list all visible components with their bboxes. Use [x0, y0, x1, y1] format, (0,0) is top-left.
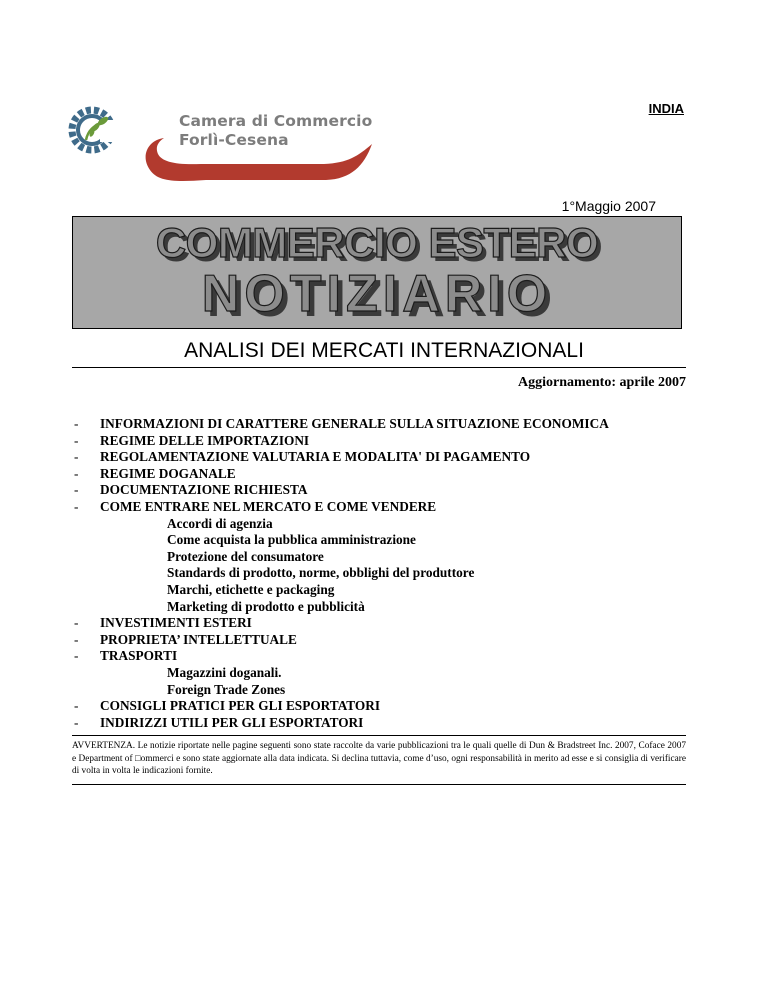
- toc-subitem: [74, 599, 714, 616]
- toc-item: [74, 433, 714, 450]
- toc-label: Protezione del consumatore: [167, 548, 324, 564]
- toc-label: Marketing di prodotto e pubblicità: [167, 598, 365, 614]
- toc-item: [74, 449, 714, 466]
- issue-date: 1°Maggio 2007: [561, 198, 656, 214]
- toc-subitem: [74, 549, 714, 566]
- country-label: INDIA: [648, 101, 684, 116]
- toc-dash: -: [74, 615, 79, 631]
- toc-item: [74, 632, 714, 649]
- toc-item: [74, 482, 714, 499]
- toc-dash: -: [74, 416, 79, 431]
- gear-icon: [72, 110, 122, 150]
- toc-item: [74, 466, 714, 483]
- toc-dash: -: [74, 648, 79, 664]
- toc-dash: -: [74, 698, 79, 714]
- divider: [72, 735, 686, 736]
- toc-label: INDIRIZZI UTILI PER GLI ESPORTATORI: [100, 714, 364, 730]
- toc-label: REGIME DOGANALE: [100, 465, 236, 481]
- toc-label: Foreign Trade Zones: [167, 681, 286, 697]
- toc-item: [74, 715, 714, 732]
- toc-label: INVESTIMENTI ESTERI: [100, 615, 252, 631]
- toc-dash: -: [74, 631, 79, 647]
- toc-label: TRASPORTI: [100, 648, 178, 664]
- toc-label: Accordi di agenzia: [167, 515, 273, 531]
- toc-subitem: [74, 665, 714, 682]
- toc-item: [74, 698, 714, 715]
- toc-item: [74, 648, 714, 665]
- toc-subitem: [74, 532, 714, 549]
- table-of-contents: [74, 416, 714, 731]
- toc-dash: -: [74, 465, 79, 481]
- toc-dash: -: [74, 482, 79, 498]
- toc-item: [74, 499, 714, 516]
- toc-dash: -: [74, 432, 79, 448]
- toc-label: COME ENTRARE NEL MERCATO E COME VENDERE: [100, 498, 437, 514]
- chamber-name: [179, 112, 372, 150]
- divider: [72, 784, 686, 785]
- report-subtitle: ANALISI DEI MERCATI INTERNAZIONALI: [184, 339, 584, 362]
- toc-dash: -: [74, 498, 79, 514]
- banner-subtitle: NOTIZIARIO: [201, 265, 553, 323]
- toc-label: REGOLAMENTAZIONE VALUTARIA E MODALITA' DI PAGAMENTO: [100, 449, 531, 465]
- title-banner: [72, 216, 682, 329]
- toc-subitem: [74, 682, 714, 699]
- toc-label: REGIME DELLE IMPORTAZIONI: [100, 432, 310, 448]
- toc-label: INFORMAZIONI DI CARATTERE GENERALE SULLA SITUAZIONE ECONOMICA: [100, 416, 609, 431]
- toc-label: DOCUMENTAZIONE RICHIESTA: [100, 482, 308, 498]
- toc-label: Magazzini doganali.: [167, 664, 282, 680]
- chamber-name-line1: Camera di Commercio: [179, 112, 373, 130]
- toc-label: Come acquista la pubblica amministrazione: [167, 532, 416, 548]
- toc-subitem: [74, 516, 714, 533]
- toc-dash: -: [74, 449, 79, 465]
- toc-label: Standards di prodotto, norme, obblighi del produttore: [167, 565, 475, 581]
- chamber-name-line2: Forlì-Cesena: [179, 131, 289, 149]
- toc-item: [74, 615, 714, 632]
- disclaimer: AVVERTENZA. Le notizie riportate nelle pagine seguenti sono state raccolte da varie pubblicazioni tra le quali quelle di Dun & Bradstreet Inc. 2007, Coface 2007 e Department of □ommerci e sono state aggiornate alla data indicata. Si declina tuttavia, come d’uso, ogni responsabilità in merito ad esse e si consiglia di verificare di volta in volta le indicazioni fornite.: [72, 741, 686, 776]
- toc-subitem: [74, 565, 714, 582]
- toc-item: [74, 416, 714, 433]
- toc-label: Marchi, etichette e packaging: [167, 581, 335, 597]
- divider: [72, 367, 686, 368]
- toc-label: PROPRIETA’ INTELLETTUALE: [100, 631, 297, 647]
- update-date: Aggiornamento: aprile 2007: [518, 375, 686, 390]
- toc-subitem: [74, 582, 714, 599]
- toc-dash: -: [74, 714, 79, 730]
- toc-label: CONSIGLI PRATICI PER GLI ESPORTATORI: [100, 698, 381, 714]
- banner-title: COMMERCIO ESTERO: [155, 219, 599, 266]
